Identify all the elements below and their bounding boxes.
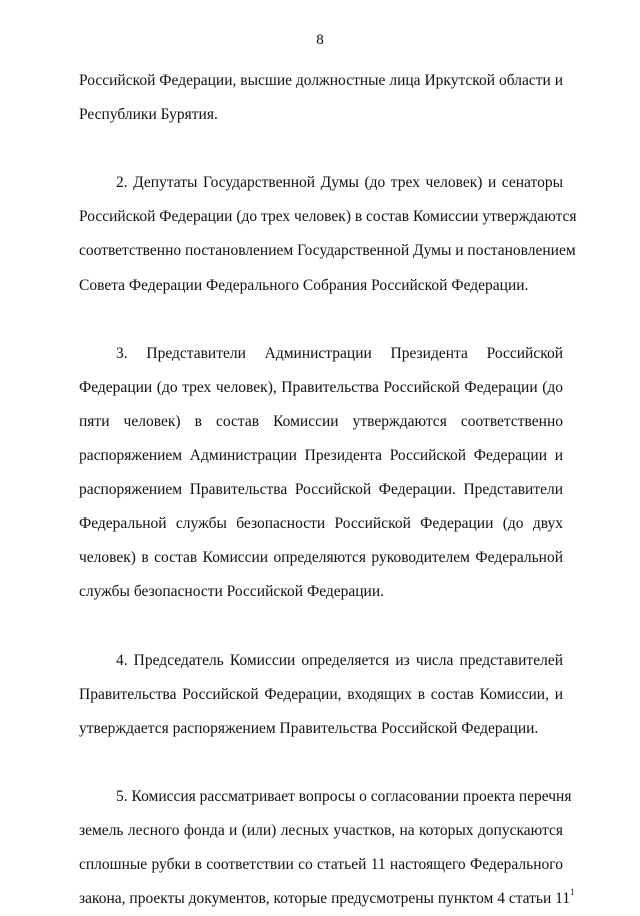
article-superscript: 1 xyxy=(570,887,575,898)
text-line: Совета Федерации Федерального Собрания Российской Федерации. xyxy=(79,276,529,294)
text-line: соответственно постановлением Государственной Думы и постановлением xyxy=(79,242,576,260)
text-line: Российской Федерации, высшие должностные лица Иркутской области и xyxy=(79,72,563,89)
paragraph-2 xyxy=(79,166,577,302)
page-number: 8 xyxy=(316,32,324,48)
text-line: 3. Представители Администрации Президента Российской xyxy=(116,344,563,362)
text-line: 2. Депутаты Государственной Думы (до трех человек) и сенаторы xyxy=(116,174,563,192)
text-line-with-superscript xyxy=(79,882,575,916)
paragraph-4 xyxy=(79,644,563,746)
paragraph-3 xyxy=(79,337,563,610)
text-line: сплошные рубки в соответствии со статьей 11 настоящего Федерального xyxy=(79,856,563,874)
text-line: земель лесного фонда и (или) лесных участков, на которых допускаются xyxy=(79,822,563,840)
text-line: Республики Бурятия. xyxy=(79,106,218,124)
document-body xyxy=(79,64,577,916)
text-line: человек) в состав Комиссии определяются руководителем Федеральной xyxy=(79,549,563,567)
text-line: распоряжением Правительства Российской Федерации. Представители xyxy=(79,481,563,499)
paragraph-5 xyxy=(79,780,575,916)
text-line: распоряжением Администрации Президента Российской Федерации и xyxy=(79,447,563,465)
text-line: 5. Комиссия рассматривает вопросы о согласовании проекта перечня xyxy=(116,787,572,805)
text-line: пяти человек) в состав Комиссии утверждаются соответственно xyxy=(79,412,563,430)
text-line: закона, проекты документов, которые предусмотрены пунктом 4 статьи 11 xyxy=(79,890,571,908)
text-line: 4. Председатель Комиссии определяется из числа представителей xyxy=(116,651,563,669)
text-line: Российской Федерации (до трех человек) в состав Комиссии утверждаются xyxy=(79,208,577,226)
text-line: службы безопасности Российской Федерации. xyxy=(79,583,385,601)
text-line: Правительства Российской Федерации, входящих в состав Комиссии, и xyxy=(79,685,563,703)
text-line: Федеральной службы безопасности Российской Федерации (до двух xyxy=(79,515,563,533)
text-line: Федерации (до трех человек), Правительства Российской Федерации (до xyxy=(79,378,563,396)
text-line: утверждается распоряжением Правительства Российской Федерации. xyxy=(79,719,539,737)
paragraph-1-continuation xyxy=(79,64,563,132)
